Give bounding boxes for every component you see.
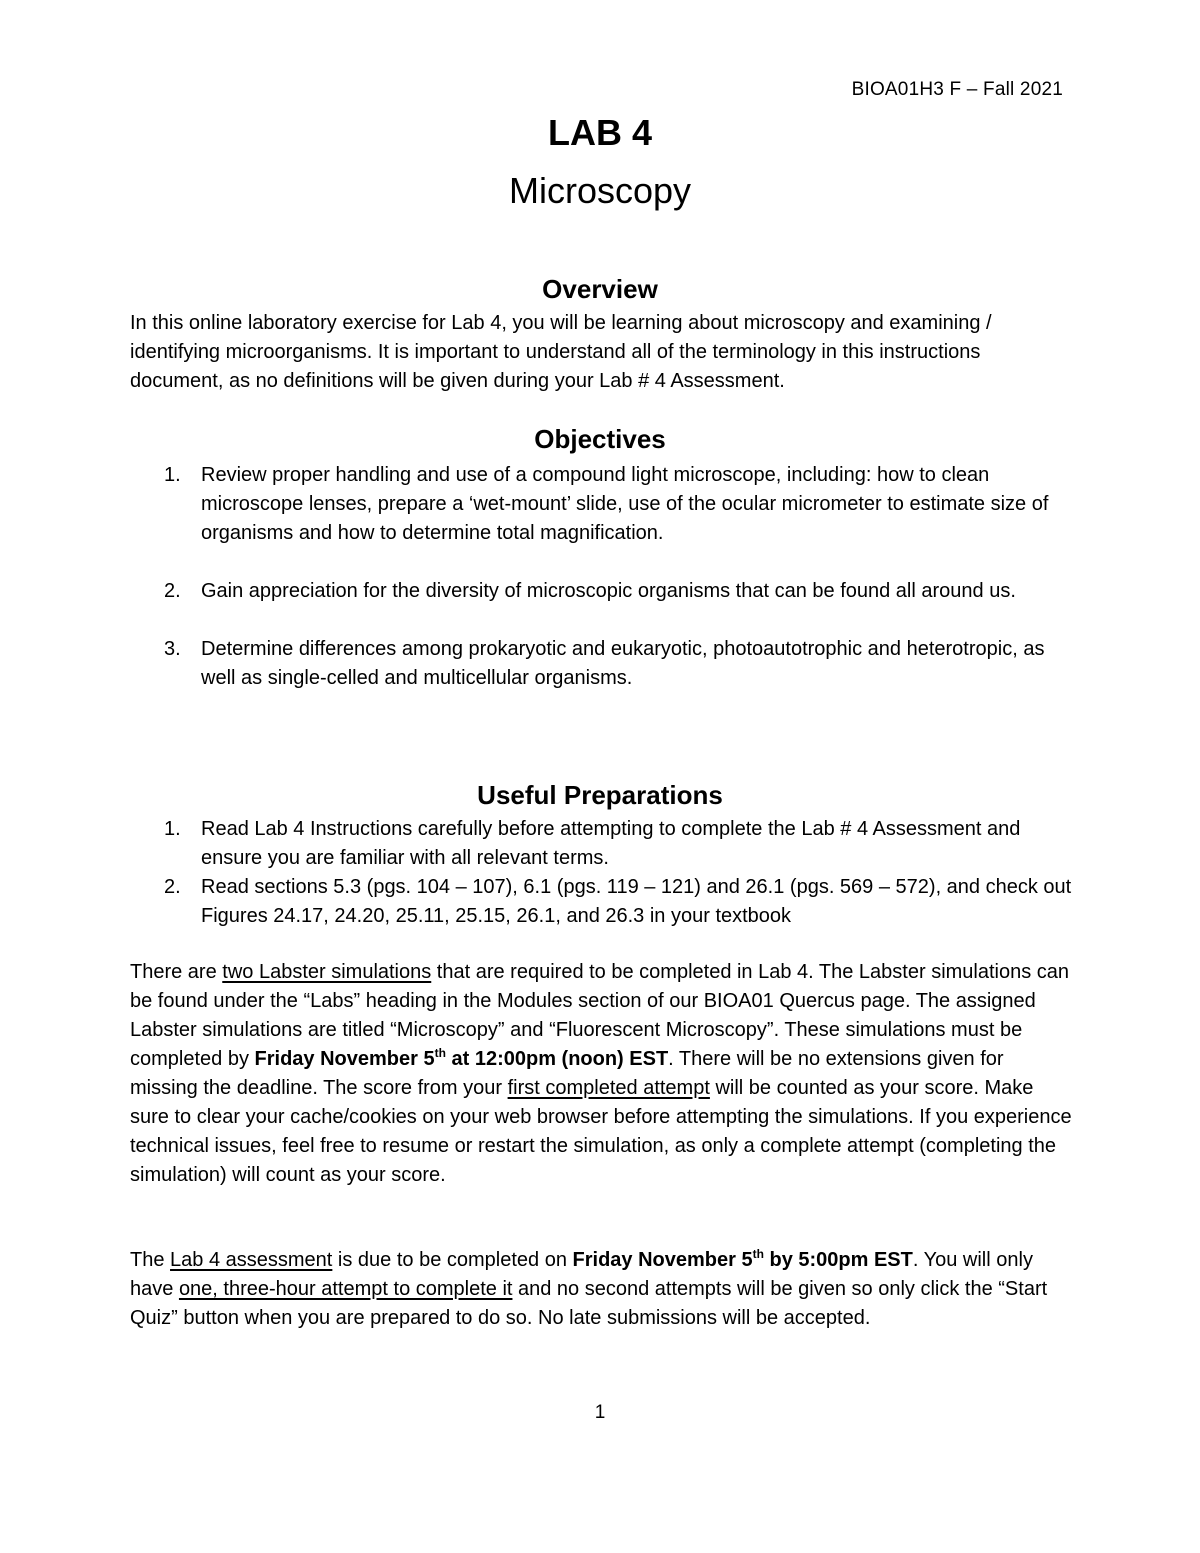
objective-number: 2. xyxy=(164,580,181,602)
labster-underlined-text: first completed attempt xyxy=(507,1077,710,1099)
preparation-text: Read Lab 4 Instructions carefully before attempting to complete the Lab # 4 Assessment and ensure you are familiar with all relevant terms. xyxy=(201,818,1021,869)
objective-text: Determine differences among prokaryotic and eukaryotic, photoautotrophic and heterotropic, as well as single-celled and multicellular organisms. xyxy=(201,638,1045,689)
objective-item xyxy=(130,461,1075,548)
preparation-number: 1. xyxy=(164,818,181,840)
objective-item xyxy=(130,577,1075,606)
labster-deadline-date: Friday November 5 xyxy=(254,1048,435,1070)
assessment-paragraph xyxy=(130,1246,1075,1333)
objective-number: 3. xyxy=(164,638,181,660)
page-subtitle: Microscopy xyxy=(508,170,692,211)
preparation-item xyxy=(130,873,1075,931)
objective-text: Review proper handling and use of a compound light microscope, including: how to clean microscope lenses, prepare a ‘wet-mount’ slide, use of the ocular micrometer to estimate size of organisms and how to determine total magnification. xyxy=(201,464,1049,544)
assessment-text: The xyxy=(130,1249,171,1271)
preparation-number: 2. xyxy=(164,876,181,898)
page-title: LAB 4 xyxy=(547,112,652,153)
overview-heading: Overview xyxy=(542,274,658,304)
objectives-heading: Objectives xyxy=(534,424,666,454)
labster-paragraph xyxy=(130,958,1075,1190)
labster-deadline xyxy=(255,1048,669,1070)
labster-text: will be counted as your score. Make sure to clear your cache/cookies on your web browser before attempting the simulations. If you experience technical issues, feel free to resume or restart the simulation, as only a complete attempt (completing the simulation) will count as your score. xyxy=(130,1077,1072,1186)
page-number: 1 xyxy=(594,1402,606,1423)
labster-underlined-text: two Labster simulations xyxy=(222,961,432,983)
assessment-deadline xyxy=(573,1249,913,1271)
objective-text: Gain appreciation for the diversity of microscopic organisms that can be found all around us. xyxy=(201,580,1016,602)
assessment-underlined-text: one, three-hour attempt to complete it xyxy=(178,1278,513,1300)
objective-number: 1. xyxy=(164,464,181,486)
labster-deadline-time: at 12:00pm (noon) EST xyxy=(445,1048,669,1070)
preparation-item xyxy=(130,815,1075,873)
labster-deadline-suffix: th xyxy=(434,1046,446,1060)
assessment-deadline-time: by 5:00pm EST xyxy=(763,1249,913,1271)
assessment-text: and no second attempts will be given so only click the “Start Quiz” button when you are prepared to do so. No late submissions will be accepted. xyxy=(130,1278,1048,1329)
objective-item xyxy=(130,635,1075,693)
assessment-deadline-date: Friday November 5 xyxy=(572,1249,753,1271)
assessment-deadline-suffix: th xyxy=(752,1247,764,1261)
assessment-underlined-text: Lab 4 assessment xyxy=(170,1249,333,1271)
labster-text: . There will be no extensions given for missing the deadline. The score from your xyxy=(130,1048,1004,1099)
assessment-text: is due to be completed on xyxy=(332,1249,573,1271)
preparation-text: Read sections 5.3 (pgs. 104 – 107), 6.1 (pgs. 119 – 121) and 26.1 (pgs. 569 – 572), and check out Figures 24.17, 24.20, 25.11, 25.15, 26.1, and 26.3 in your textbook xyxy=(201,876,1072,927)
preparations-heading: Useful Preparations xyxy=(477,780,723,810)
assessment-text: . You will only have xyxy=(130,1249,1033,1300)
course-header: BIOA01H3 F – Fall 2021 xyxy=(851,79,1063,100)
overview-text: In this online laboratory exercise for Lab 4, you will be learning about microscopy and examining / identifying microorganisms. It is important to understand all of the terminology in this instructions document, as no definitions will be given during your Lab # 4 Assessment. xyxy=(130,312,992,392)
objectives-list xyxy=(130,461,1075,722)
labster-text: There are xyxy=(130,961,223,983)
labster-text: that are required to be completed in Lab 4. The Labster simulations can be found under the “Labs” heading in the Modules section of our BIOA01 Quercus page. The assigned Labster simulations are titled “Microscopy” and “Fluorescent Microscopy”. These simulations must be completed by xyxy=(130,961,1070,1070)
preparations-list xyxy=(130,815,1075,931)
